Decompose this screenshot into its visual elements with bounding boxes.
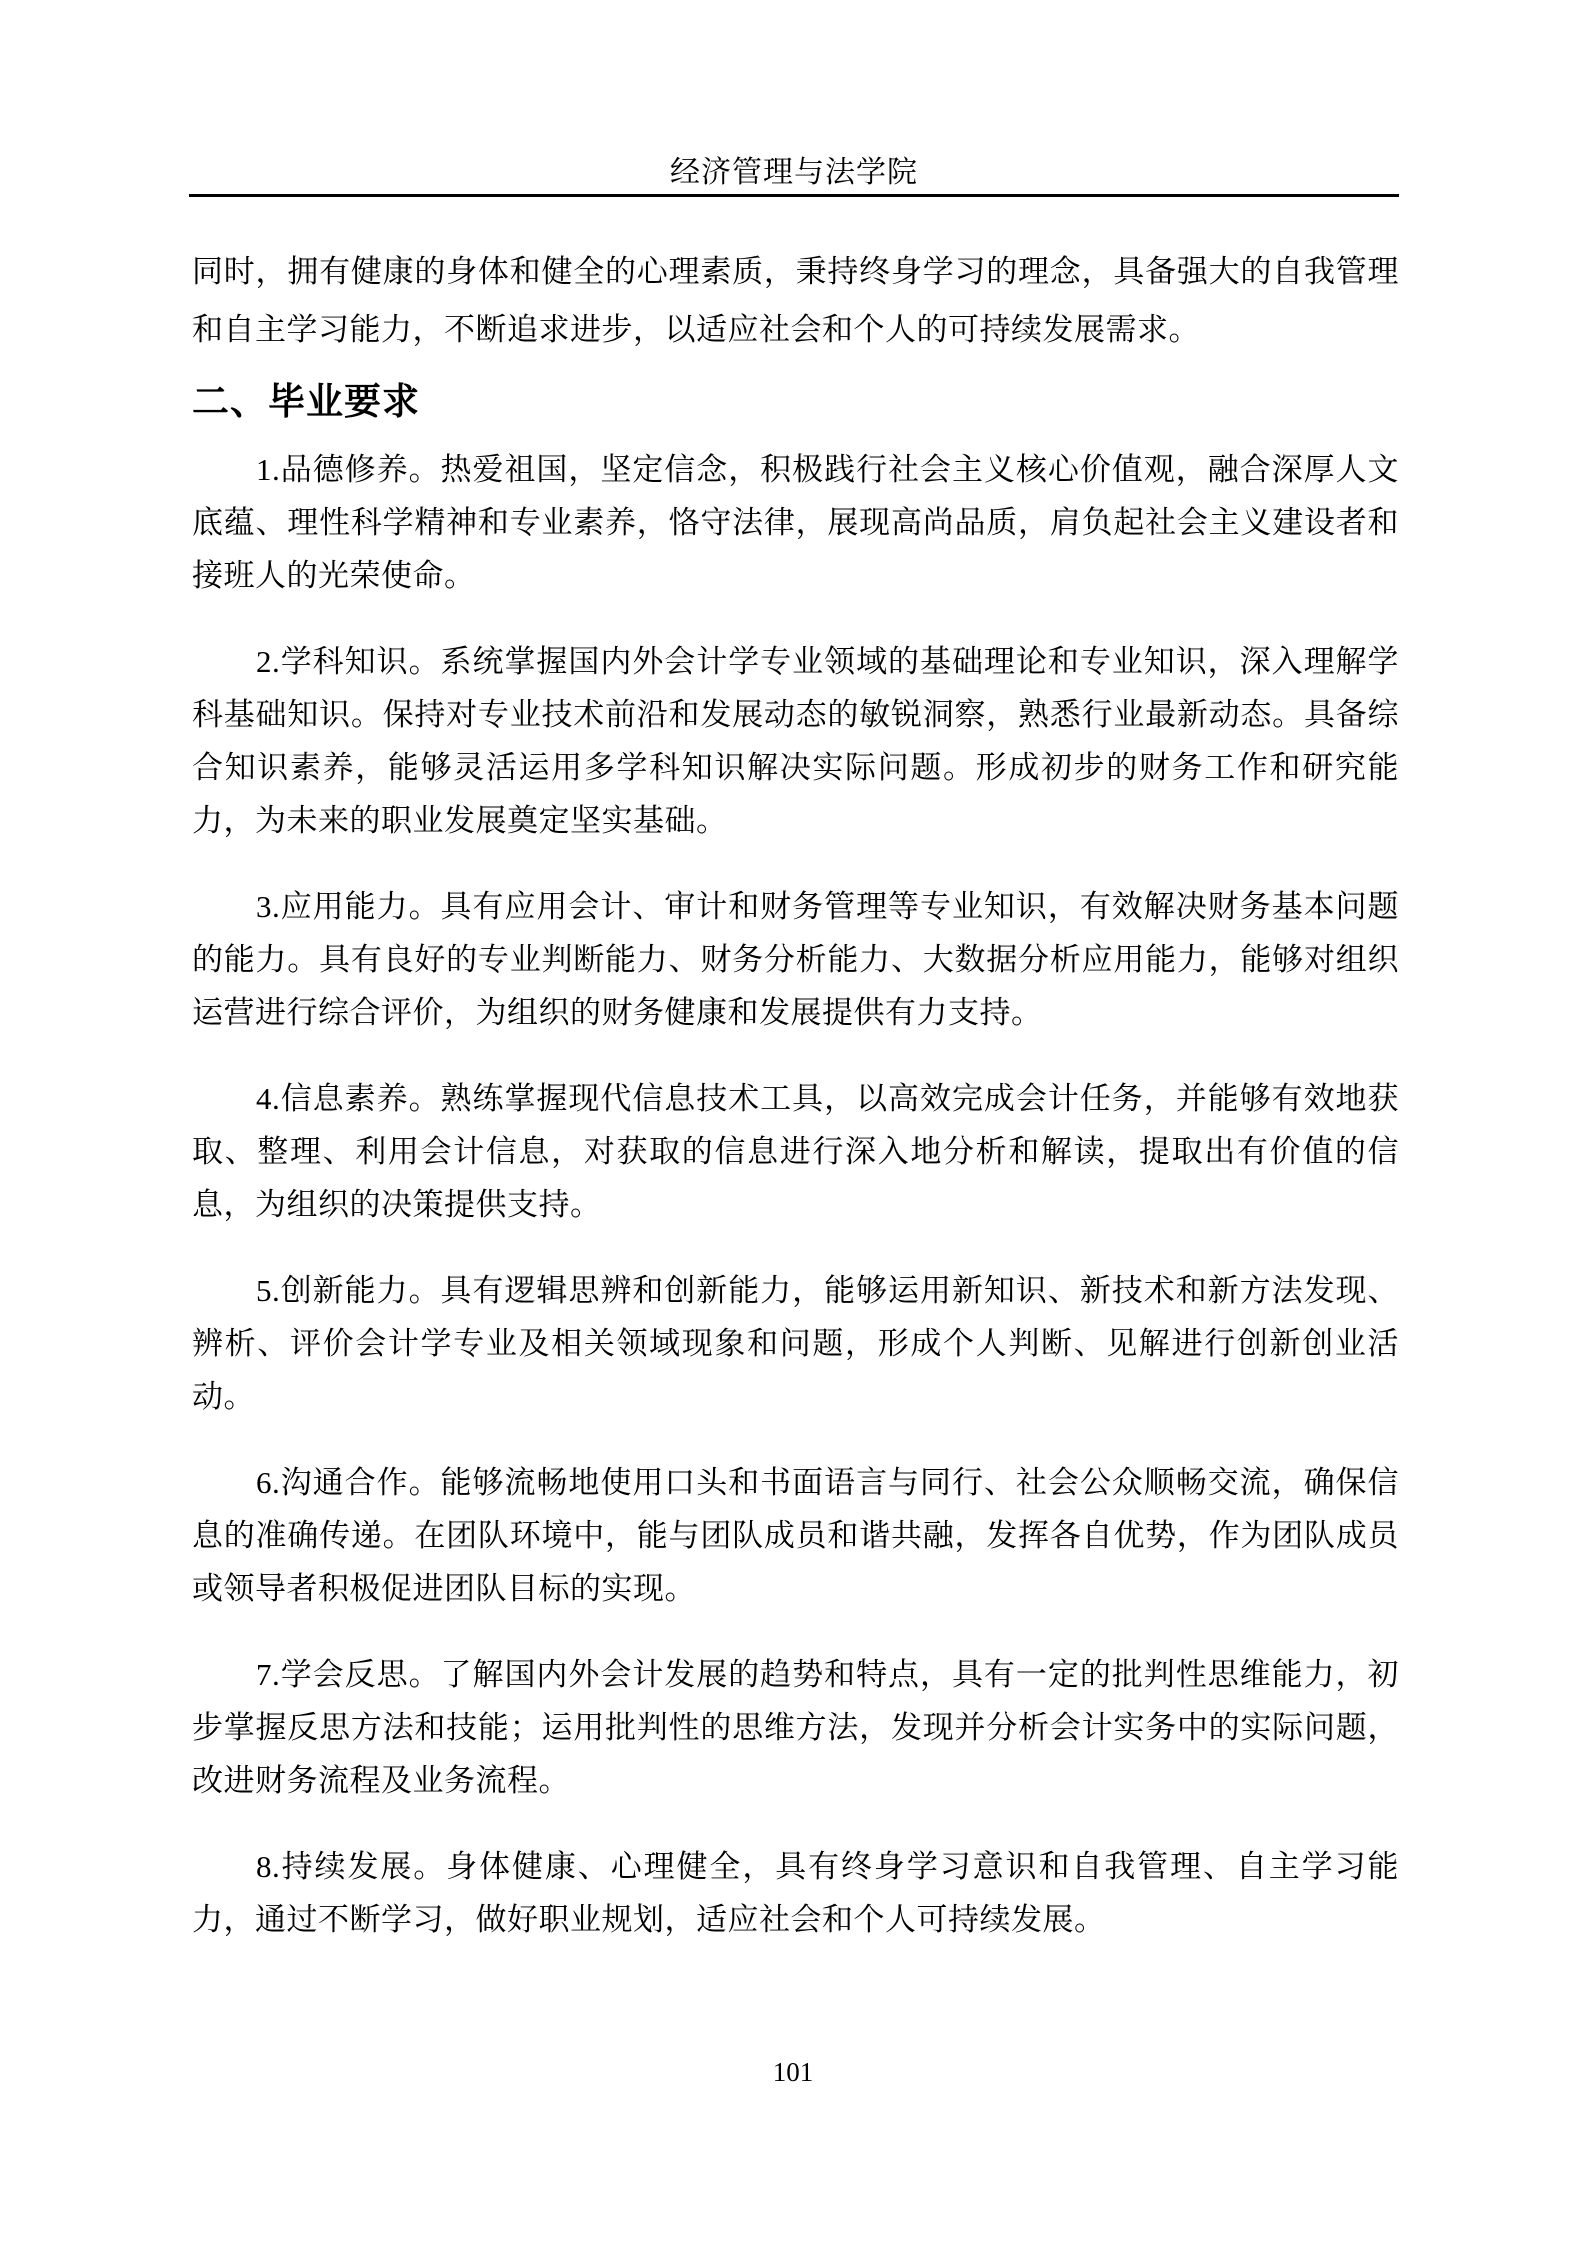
requirement-paragraph-2: 2.学科知识。系统掌握国内外会计学专业领域的基础理论和专业知识，深入理解学科基础知识。保持对专业技术前沿和发展动态的敏锐洞察，熟悉行业最新动态。具备综合知识素养，能够灵活运用多学科知识解决实际问题。形成初步的财务工作和研究能力，为未来的职业发展奠定坚实基础。 (192, 644, 1399, 838)
document-body (192, 243, 1399, 1946)
section-heading: 二、毕业要求 (192, 381, 420, 422)
requirement-paragraph-4: 4.信息素养。熟练掌握现代信息技术工具，以高效完成会计任务，并能够有效地获取、整理、利用会计信息，对获取的信息进行深入地分析和解读，提取出有价值的信息，为组织的决策提供支持。 (192, 1081, 1399, 1222)
intro-paragraph: 同时，拥有健康的身体和健全的心理素质，秉持终身学习的理念，具备强大的自我管理和自主学习能力，不断追求进步，以适应社会和个人的可持续发展需求。 (192, 254, 1399, 347)
requirement-paragraph-1: 1.品德修养。热爱祖国，坚定信念，积极践行社会主义核心价值观，融合深厚人文底蕴、理性科学精神和专业素养，恪守法律，展现高尚品质，肩负起社会主义建设者和接班人的光荣使命。 (192, 452, 1399, 593)
requirement-paragraph-8: 8.持续发展。身体健康、心理健全，具有终身学习意识和自我管理、自主学习能力，通过不断学习，做好职业规划，适应社会和个人可持续发展。 (192, 1849, 1399, 1937)
page-header-title: 经济管理与法学院 (670, 156, 918, 189)
requirement-paragraph-7: 7.学会反思。了解国内外会计发展的趋势和特点，具有一定的批判性思维能力，初步掌握反思方法和技能；运用批判性的思维方法，发现并分析会计实务中的实际问题，改进财务流程及业务流程。 (192, 1657, 1399, 1798)
requirement-paragraph-6: 6.沟通合作。能够流畅地使用口头和书面语言与同行、社会公众顺畅交流，确保信息的准确传递。在团队环境中，能与团队成员和谐共融，发挥各自优势，作为团队成员或领导者积极促进团队目标的实现。 (192, 1465, 1399, 1606)
requirement-paragraph-5: 5.创新能力。具有逻辑思辨和创新能力，能够运用新知识、新技术和新方法发现、辨析、评价会计学专业及相关领域现象和问题，形成个人判断、见解进行创新创业活动。 (192, 1273, 1399, 1414)
page-header (189, 0, 1399, 197)
page-number: 101 (772, 2057, 814, 2087)
requirement-paragraph-3: 3.应用能力。具有应用会计、审计和财务管理等专业知识，有效解决财务基本问题的能力。具有良好的专业判断能力、财务分析能力、大数据分析应用能力，能够对组织运营进行综合评价，为组织的财务健康和发展提供有力支持。 (192, 889, 1399, 1030)
